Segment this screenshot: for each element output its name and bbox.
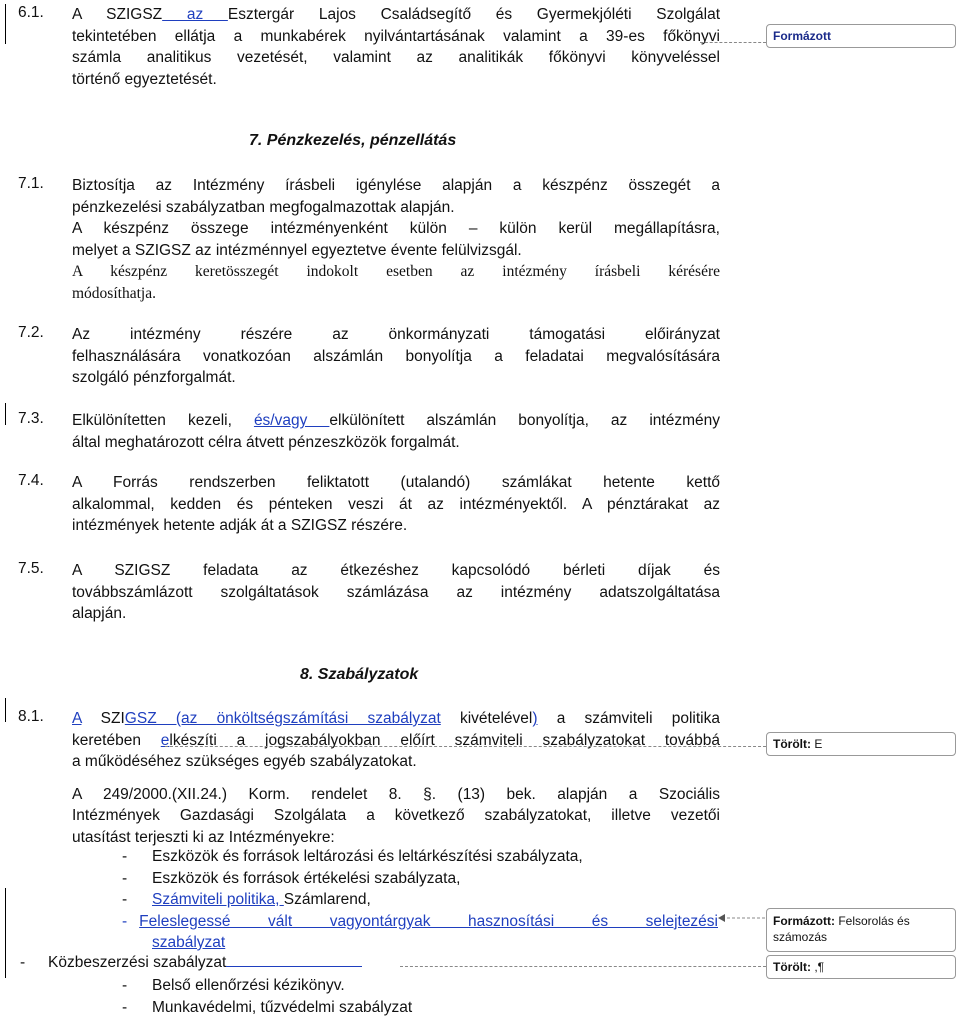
list-item: - Eszközök és források leltározási és leltárkészítési szabályzata, xyxy=(122,846,718,868)
list-item: - Eszközök és források értékelési szabályzata, xyxy=(122,868,718,890)
section-heading-7: 7. Pénzkezelés, pénzellátás xyxy=(249,132,456,150)
text-line: tekintetében ellátja a munkabérek nyilvántartásának valamint a 39-es főkönyvi xyxy=(72,26,720,48)
paragraph-body xyxy=(72,4,720,90)
text-line: A készpénz összege intézményenként külön – külön kerül megállapításra, xyxy=(72,218,720,240)
list-item: szabályzat xyxy=(122,932,718,954)
paragraph-body xyxy=(72,708,720,848)
text-line: utasítást terjeszti ki az Intézményekre: xyxy=(72,827,720,849)
text-line: melyet a SZIGSZ az intézménnyel egyeztetve évente felülvizsgál. xyxy=(72,240,720,262)
section-number: 7.5. xyxy=(18,560,44,578)
text-line: pénzkezelési szabályzatban megfogalmazottak alapján. xyxy=(72,197,720,219)
section-number: 7.2. xyxy=(18,324,44,342)
text-line: számla analitikus vezetését, valamint az analitikák főkönyvi könyveléssel xyxy=(72,47,720,69)
regulation-list xyxy=(122,846,718,954)
text-line: szolgáló pénzforgalmát. xyxy=(72,367,720,389)
comment-balloon-felsorolas[interactable]: Formázott: Felsorolás és számozás xyxy=(766,908,956,952)
list-item: - Munkavédelmi, tűzvédelmi szabályzat xyxy=(122,997,412,1018)
text-line: továbbszámlázott szolgáltatások számlázása az intézmény adatszolgáltatása xyxy=(72,582,720,604)
list-item: - Számviteli politika, Számlarend, xyxy=(122,889,718,911)
text-line: keretében elkészíti a jogszabályokban előírt számviteli szabályzatokat továbbá xyxy=(72,730,720,752)
text-line: A SZIGSZ (az önköltségszámítási szabályzat kivételével) a számviteli politika xyxy=(72,708,720,730)
text-line: Intézmények Gazdasági Szolgálata a következő szabályzatokat, illetve vezetői xyxy=(72,805,720,827)
text-line: A 249/2000.(XII.24.) Korm. rendelet 8. §. (13) bek. alapján a Szociális xyxy=(72,784,720,806)
text-line: alkalommal, kedden és pénteken veszi át az intézményektől. A pénztárakat az xyxy=(72,494,720,516)
paragraph-body xyxy=(72,472,720,537)
list-item: - Belső ellenőrzési kézikönyv. xyxy=(122,975,412,997)
text-line: A SZIGSZ az Esztergár Lajos Családsegítő és Gyermekjóléti Szolgálat xyxy=(72,4,720,26)
paragraph-body xyxy=(72,410,720,453)
text-line: Elkülönítetten kezeli, és/vagy elkülönített alszámlán bonyolítja, az intézmény xyxy=(72,410,720,432)
paragraph-body xyxy=(72,324,720,389)
text-line: A SZIGSZ feladata az étkezéshez kapcsolódó bérleti díjak és xyxy=(72,560,720,582)
comment-balloon-torolt-p[interactable]: Törölt: ,¶ xyxy=(766,955,956,979)
change-bar xyxy=(5,403,6,425)
text-line: Biztosítja az Intézmény írásbeli igénylése alapján a készpénz összegét a xyxy=(72,175,720,197)
section-number: 8.1. xyxy=(18,708,44,726)
comment-balloon-formazott[interactable]: Formázott xyxy=(766,24,956,48)
section-number: 7.1. xyxy=(18,175,44,193)
paragraph-body xyxy=(72,175,720,304)
change-bar xyxy=(5,698,6,722)
list-item-kozbeszerzesi: - Közbeszerzési szabályzat xyxy=(20,954,420,972)
list-item: - Feleslegessé vált vagyontárgyak hasznosítási és selejtezési xyxy=(122,911,718,933)
text-line: a működéséhez szükséges egyéb szabályzatokat. xyxy=(72,751,720,773)
change-bar xyxy=(5,4,6,44)
text-line: által meghatározott célra átvett pénzeszközök forgalmát. xyxy=(72,432,720,454)
text-line: módosíthatja. xyxy=(72,283,720,305)
balloon-connector xyxy=(700,42,766,43)
comment-balloon-torolt-e[interactable]: Törölt: E xyxy=(766,732,956,756)
balloon-connector xyxy=(400,966,766,967)
text-line: alapján. xyxy=(72,603,720,625)
arrow-icon xyxy=(718,912,766,924)
text-line: felhasználására vonatkozóan alszámlán bonyolítja a feladatai megvalósítására xyxy=(72,346,720,368)
section-heading-8: 8. Szabályzatok xyxy=(300,666,418,684)
section-number: 6.1. xyxy=(18,4,44,22)
regulation-list-2 xyxy=(122,975,412,1018)
text-line: történő egyeztetését. xyxy=(72,69,720,91)
text-line: A készpénz keretösszegét indokolt esetben az intézmény írásbeli kérésére xyxy=(72,261,720,283)
section-number: 7.3. xyxy=(18,410,44,428)
balloon-connector xyxy=(165,746,766,747)
text-line: A Forrás rendszerben feliktatott (utalandó) számlákat hetente kettő xyxy=(72,472,720,494)
paragraph-body xyxy=(72,560,720,625)
section-number: 7.4. xyxy=(18,472,44,490)
text-line: Az intézmény részére az önkormányzati támogatási előirányzat xyxy=(72,324,720,346)
change-bar xyxy=(5,888,6,978)
text-line: intézmények hetente adják át a SZIGSZ részére. xyxy=(72,515,720,537)
